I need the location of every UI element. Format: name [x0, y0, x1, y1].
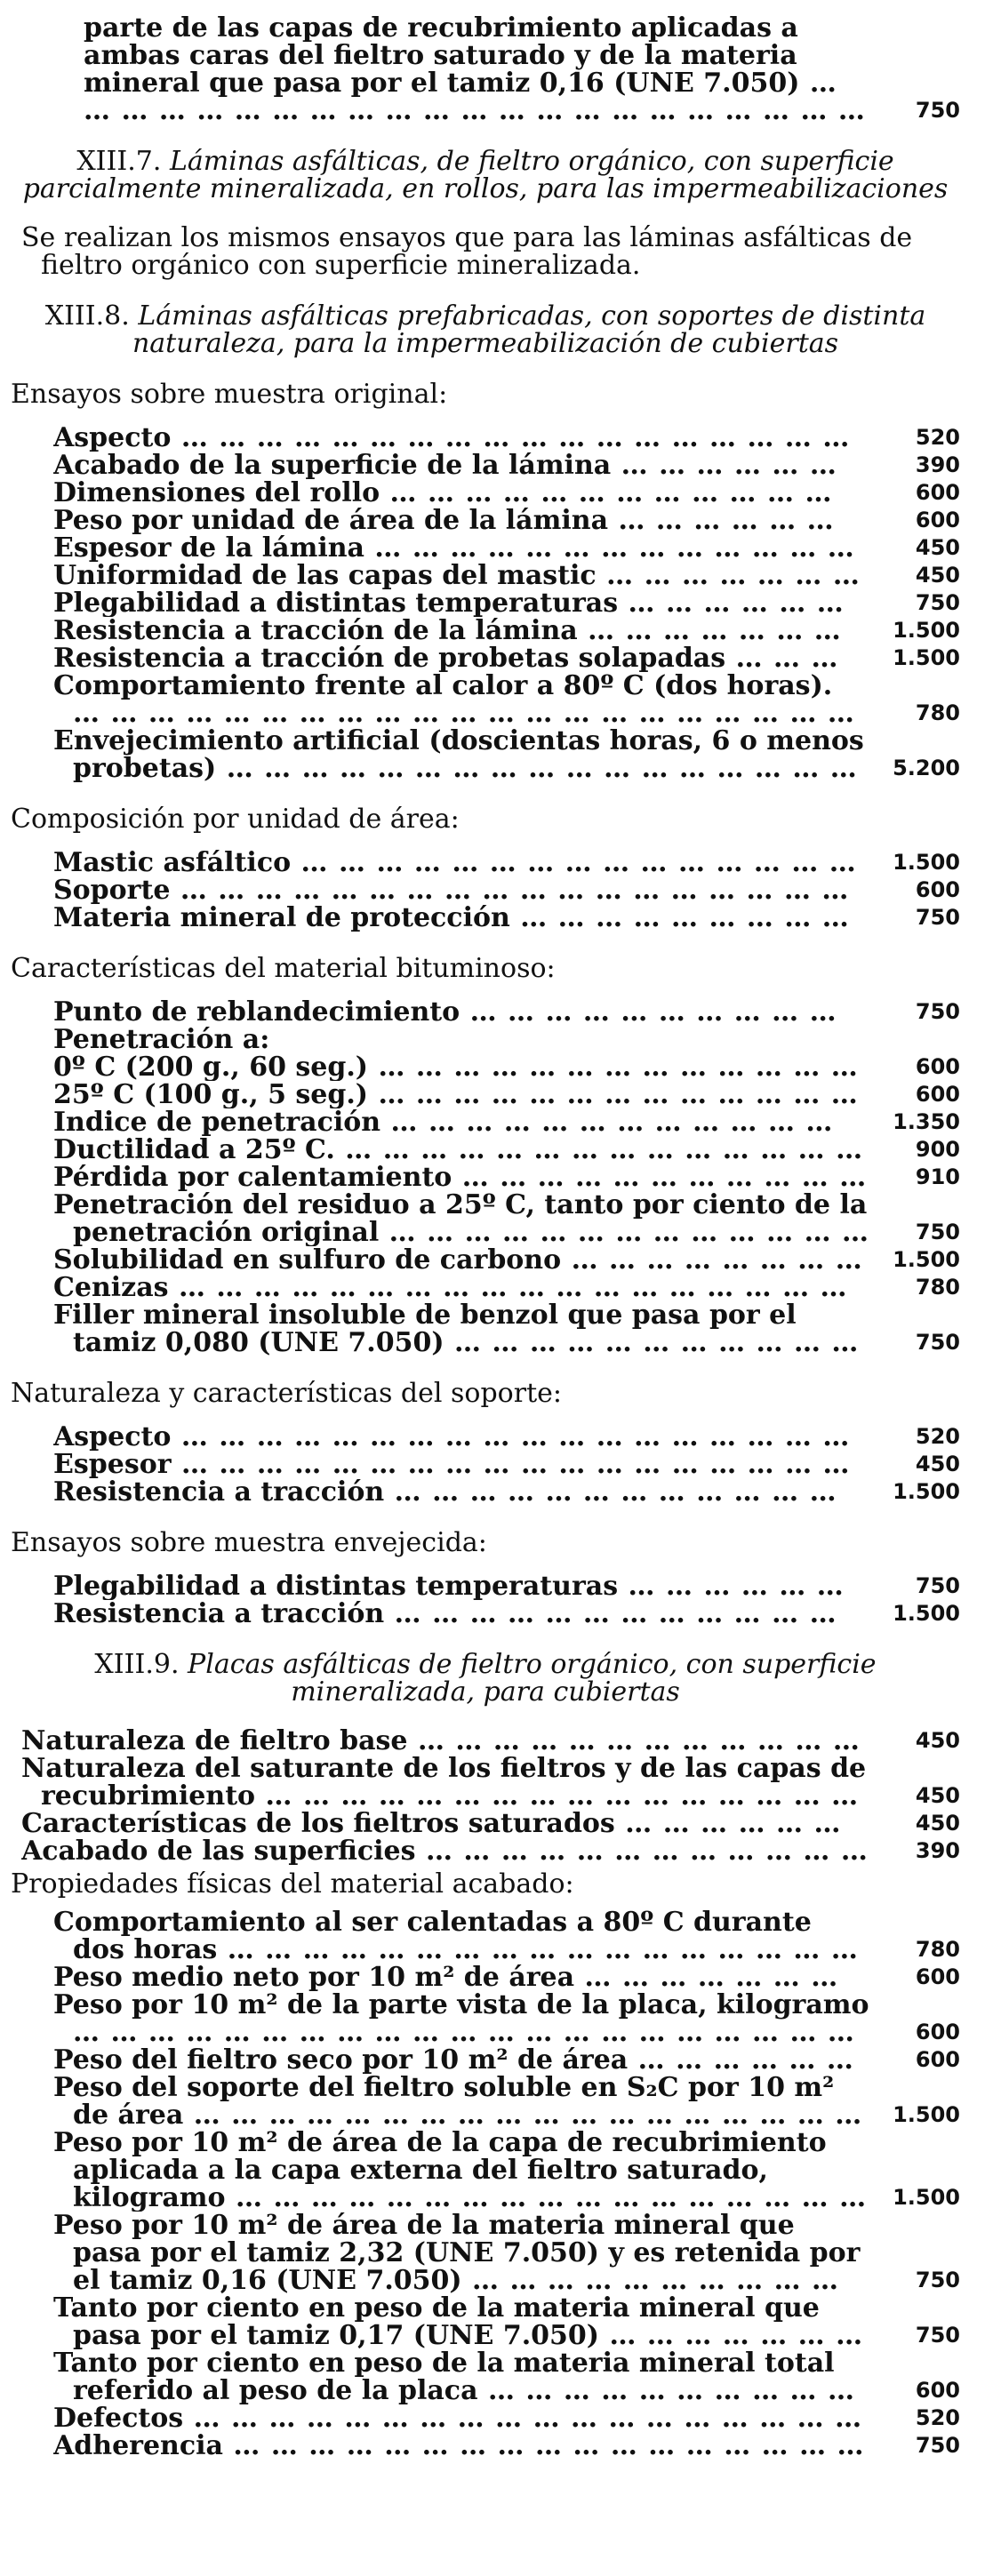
list-item [11, 1136, 960, 1164]
group-bituminous-list [11, 998, 960, 1356]
item-label: Resistencia a tracción de probetas solapadas … … … … … … … … … … … … … … … … … … … … … … … … … … … … … … … … … … … … … … … … … … … … … … … … … … [53, 644, 878, 672]
item-value: 750 [915, 2323, 960, 2348]
group-support-list [11, 1423, 960, 1506]
list-item [11, 998, 960, 1026]
list-item [11, 2046, 960, 2074]
list-item [11, 1572, 960, 1600]
list-item [11, 1301, 960, 1356]
item-value: 1.500 [893, 1479, 960, 1504]
list-item [11, 644, 960, 672]
item-label: Resistencia a tracción … … … … … … … … … … … … … … … … … … … … … … … … … … … … … … … … … … … … … … … … … … … … … … … … … … [53, 1600, 878, 1628]
item-label: Resistencia a tracción … … … … … … … … … … … … … … … … … … … … … … … … … … … … … … … … … … … … … … … … … … … … … … … … … … [53, 1478, 878, 1506]
item-value: 390 [915, 1838, 960, 1863]
item-value: 1.500 [893, 645, 960, 670]
list-item [11, 1908, 960, 1964]
item-label: Uniformidad de las capas del mastic … … … … … … … … … … … … … … … … … … … … … … … … … … … … … … … … … … … … … … … … … … … … … … … … … … [53, 562, 878, 589]
item-value: 1.500 [893, 850, 960, 875]
item-label: Mastic asfáltico … … … … … … … … … … … … … … … … … … … … … … … … … … … … … … … … … … … … … … … … … … … … … … … … … … [53, 849, 878, 876]
item-value: 600 [915, 1054, 960, 1079]
group-bituminous-title: Características del material bituminoso: [11, 953, 556, 984]
item-label: Características de los fieltros saturados … … … … … … … … … … … … … … … … … … … … … … … … … … … … … … … … … … … … … … … … … … … … … … … … … … [21, 1810, 878, 1837]
section-9-props-title: Propiedades físicas del material acabado: [11, 1868, 574, 1900]
list-item [11, 1837, 960, 1865]
list-item [11, 534, 960, 562]
list-item [11, 849, 960, 876]
item-label: Peso por unidad de área de la lámina … … … … … … … … … … … … … … … … … … … … … … … … … … … … … … … … … … … … … … … … … … … … … … … … … … [53, 507, 878, 534]
item-label: Materia mineral de protección … … … … … … … … … … … … … … … … … … … … … … … … … … … … … … … … … … … … … … … … … … … … … … … … … … [53, 904, 878, 932]
item-value: 750 [915, 2268, 960, 2292]
item-label: Indice de penetración … … … … … … … … … … … … … … … … … … … … … … … … … … … … … … … … … … … … … … … … … … … … … … … … … … [53, 1108, 878, 1136]
list-item [11, 2212, 960, 2294]
group-composition-list [11, 849, 960, 932]
list-item [11, 1755, 960, 1810]
item-label: Dimensiones del rollo … … … … … … … … … … … … … … … … … … … … … … … … … … … … … … … … … … … … … … … … … … … … … … … … … … [53, 479, 878, 507]
item-label: Peso por 10 m² de la parte vista de la placa, kilogramo … … … … … … … … … … … … … … … … … … … … … … … … … … … … … … … … … … … … … … … … … … … … … … … … … … [53, 1991, 878, 2046]
group-aged-list [11, 1572, 960, 1628]
list-item [11, 1727, 960, 1755]
item-value: 1.500 [893, 618, 960, 643]
list-item [11, 2404, 960, 2432]
section-7-number: XIII.7. [76, 146, 162, 177]
section-7-heading: Láminas asfálticas, de fieltro orgánico, con superficie parcialmente mineralizada, en rollos, para las impermeabilizaciones [22, 146, 949, 204]
item-value: 750 [915, 1220, 960, 1244]
item-label: Peso por 10 m² de área de la materia mineral que pasa por el tamiz 2,32 (UNE 7.050) y es retenida por el tamiz 0,16 (UNE 7.050) … … … … … … … … … … … … … … … … … … … … … … … … … … … … … … … … … … … … … … … … … … … … … … … … … … [53, 2212, 878, 2294]
item-value: 750 [915, 905, 960, 930]
section-8-title [11, 302, 960, 357]
item-value: 450 [915, 1728, 960, 1753]
list-item [11, 1274, 960, 1301]
item-value: 1.500 [893, 2185, 960, 2210]
item-label: Comportamiento frente al calor a 80º C (dos horas). … … … … … … … … … … … … … … … … … … … … … … … … … … … … … … … … … … … … … … … … … … … … … … … … … … [53, 672, 878, 727]
list-item [11, 2129, 960, 2212]
list-item [11, 424, 960, 452]
item-label: Acabado de las superficies … … … … … … … … … … … … … … … … … … … … … … … … … … … … … … … … … … … … … … … … … … … … … … … … … … [21, 1837, 878, 1865]
list-item [11, 1191, 960, 1246]
list-item [11, 1478, 960, 1506]
item-value: 520 [915, 425, 960, 450]
item-label: Peso medio neto por 10 m² de área … … … … … … … … … … … … … … … … … … … … … … … … … … … … … … … … … … … … … … … … … … … … … … … … … … [53, 1964, 878, 1991]
item-label: Peso del fieltro seco por 10 m² de área … … … … … … … … … … … … … … … … … … … … … … … … … … … … … … … … … … … … … … … … … … … … … … … … … … [53, 2046, 878, 2074]
item-value: 780 [915, 1275, 960, 1300]
list-item [11, 1164, 960, 1191]
item-label: Acabado de la superficie de la lámina … … … … … … … … … … … … … … … … … … … … … … … … … … … … … … … … … … … … … … … … … … … … … … … … … … [53, 452, 878, 479]
item-value: 450 [915, 1811, 960, 1836]
list-item [11, 2432, 960, 2460]
item-value: 520 [915, 1424, 960, 1449]
item-label: Aspecto … … … … … … … … … … … … … … … … … … … … … … … … … … … … … … … … … … … … … … … … … … … … … … … … … … [53, 1423, 878, 1451]
list-item [11, 479, 960, 507]
item-label: Peso por 10 m² de área de la capa de recubrimiento aplicada a la capa externa del fieltro saturado, kilogramo … … … … … … … … … … … … … … … … … … … … … … … … … … … … … … … … … … … … … … … … … … … … … … … … … … [53, 2129, 878, 2212]
list-item [11, 2074, 960, 2129]
item-value: 450 [915, 535, 960, 560]
item-label: Plegabilidad a distintas temperaturas … … … … … … … … … … … … … … … … … … … … … … … … … … … … … … … … … … … … … … … … … … … … … … … … … … [53, 589, 878, 617]
list-item [11, 617, 960, 644]
item-value: 390 [915, 452, 960, 477]
item-value: 600 [915, 2020, 960, 2044]
item-value: 1.500 [893, 1247, 960, 1272]
item-label: Aspecto … … … … … … … … … … … … … … … … … … … … … … … … … … … … … … … … … … … … … … … … … … … … … … … … … … [53, 424, 878, 452]
intro-text: parte de las capas de recubrimiento aplicadas a ambas caras del fieltro saturado y de la materia mineral que pasa por el tamiz 0,16 (UNE 7.050) … … … … … … … … … … … … … … … … … … … … … … … … … … … … … … … … … … … … … … … … … … … … … … … … … … [84, 14, 878, 124]
item-label: Espesor … … … … … … … … … … … … … … … … … … … … … … … … … … … … … … … … … … … … … … … … … … … … … … … … … … [53, 1451, 878, 1478]
list-item [11, 2294, 960, 2349]
item-value: 520 [915, 2405, 960, 2430]
list-item [11, 904, 960, 932]
item-label: Penetración a: [53, 1026, 270, 1053]
intro-row [41, 14, 960, 124]
item-label: Adherencia … … … … … … … … … … … … … … … … … … … … … … … … … … … … … … … … … … … … … … … … … … … … … … … … … … [53, 2432, 878, 2460]
item-label: Tanto por ciento en peso de la materia mineral total referido al peso de la placa … … … … … … … … … … … … … … … … … … … … … … … … … … … … … … … … … … … … … … … … … … … … … … … … … … [53, 2349, 878, 2404]
list-item [11, 1026, 960, 1053]
group-original-list [11, 424, 960, 782]
list-item [11, 1600, 960, 1628]
item-value: 5.200 [893, 756, 960, 780]
item-label: Tanto por ciento en peso de la materia mineral que pasa por el tamiz 0,17 (UNE 7.050) … … … … … … … … … … … … … … … … … … … … … … … … … … … … … … … … … … … … … … … … … … … … … … … … … … [53, 2294, 878, 2349]
intro-value: 750 [915, 98, 960, 123]
item-value: 600 [915, 2378, 960, 2403]
item-value: 750 [915, 2433, 960, 2458]
list-item [11, 1991, 960, 2046]
item-value: 1.350 [893, 1109, 960, 1134]
item-value: 450 [915, 1783, 960, 1808]
group-aged-title: Ensayos sobre muestra envejecida: [11, 1527, 487, 1558]
item-value: 780 [915, 1937, 960, 1962]
section-9-number: XIII.9. [94, 1649, 180, 1680]
item-value: 600 [915, 480, 960, 505]
group-support-title: Naturaleza y características del soporte: [11, 1378, 562, 1409]
section-8-number: XIII.8. [44, 300, 130, 332]
item-value: 600 [915, 508, 960, 532]
list-item [11, 2349, 960, 2404]
item-label: Resistencia a tracción de la lámina … … … … … … … … … … … … … … … … … … … … … … … … … … … … … … … … … … … … … … … … … … … … … … … … … … [53, 617, 878, 644]
section-7-title [11, 148, 960, 203]
item-label: Espesor de la lámina … … … … … … … … … … … … … … … … … … … … … … … … … … … … … … … … … … … … … … … … … … … … … … … … … … [53, 534, 878, 562]
item-label: Comportamiento al ser calentadas a 80º C durante dos horas … … … … … … … … … … … … … … … … … … … … … … … … … … … … … … … … … … … … … … … … … … … … … … … … … … [53, 1908, 878, 1964]
item-value: 900 [915, 1137, 960, 1162]
item-label: Naturaleza de fieltro base … … … … … … … … … … … … … … … … … … … … … … … … … … … … … … … … … … … … … … … … … … … … … … … … … … [21, 1727, 878, 1755]
item-value: 600 [915, 2047, 960, 2072]
list-item [11, 1081, 960, 1108]
list-item [11, 452, 960, 479]
item-label: Punto de reblandecimiento … … … … … … … … … … … … … … … … … … … … … … … … … … … … … … … … … … … … … … … … … … … … … … … … … … [53, 998, 878, 1026]
item-label: 0º C (200 g., 60 seg.) … … … … … … … … … … … … … … … … … … … … … … … … … … … … … … … … … … … … … … … … … … … … … … … … … … [53, 1053, 878, 1081]
item-label: Penetración del residuo a 25º C, tanto por ciento de la penetración original … … … … … … … … … … … … … … … … … … … … … … … … … … … … … … … … … … … … … … … … … … … … … … … … … … [53, 1191, 878, 1246]
item-value: 600 [915, 1964, 960, 1989]
item-value: 780 [915, 700, 960, 725]
item-value: 1.500 [893, 2102, 960, 2127]
list-item [11, 1246, 960, 1274]
section-9-heading: Placas asfálticas de fieltro orgánico, con superficie mineralizada, para cubiertas [188, 1649, 877, 1708]
list-item [11, 507, 960, 534]
item-value: 750 [915, 1330, 960, 1355]
item-value: 750 [915, 590, 960, 615]
item-label: Ductilidad a 25º C. … … … … … … … … … … … … … … … … … … … … … … … … … … … … … … … … … … … … … … … … … … … … … … … … … … [53, 1136, 878, 1164]
item-label: Peso del soporte del fieltro soluble en S₂C por 10 m² de área … … … … … … … … … … … … … … … … … … … … … … … … … … … … … … … … … … … … … … … … … … … … … … … … … … [53, 2074, 878, 2129]
list-item [11, 672, 960, 727]
list-item [11, 727, 960, 782]
section-8-heading: Láminas asfálticas prefabricadas, con soportes de distinta naturaleza, para la impermeabilización de cubiertas [132, 300, 926, 359]
list-item [11, 1423, 960, 1451]
item-label: Defectos … … … … … … … … … … … … … … … … … … … … … … … … … … … … … … … … … … … … … … … … … … … … … … … … … … [53, 2404, 878, 2432]
group-original-title: Ensayos sobre muestra original: [11, 379, 448, 410]
item-label: Solubilidad en sulfuro de carbono … … … … … … … … … … … … … … … … … … … … … … … … … … … … … … … … … … … … … … … … … … … … … … … … … … [53, 1246, 878, 1274]
item-value: 450 [915, 563, 960, 588]
item-label: Pérdida por calentamiento … … … … … … … … … … … … … … … … … … … … … … … … … … … … … … … … … … … … … … … … … … … … … … … … … … [53, 1164, 878, 1191]
item-label: Naturaleza del saturante de los fieltros y de las capas de recubrimiento … … … … … … … … … … … … … … … … … … … … … … … … … … … … … … … … … … … … … … … … … … … … … … … … … … [21, 1755, 878, 1810]
item-value: 910 [915, 1164, 960, 1189]
item-value: 450 [915, 1452, 960, 1476]
item-label: Soporte … … … … … … … … … … … … … … … … … … … … … … … … … … … … … … … … … … … … … … … … … … … … … … … … … … [53, 876, 878, 904]
list-item [11, 1964, 960, 1991]
list-item [11, 1053, 960, 1081]
item-label: Cenizas … … … … … … … … … … … … … … … … … … … … … … … … … … … … … … … … … … … … … … … … … … … … … … … … … … [53, 1274, 878, 1301]
list-item [11, 1451, 960, 1478]
list-item [11, 1810, 960, 1837]
section-9-props-list [11, 1908, 960, 2460]
item-value: 750 [915, 999, 960, 1024]
section-7-paragraph: Se realizan los mismos ensayos que para las láminas asfálticas de fieltro orgánico con superficie mineralizada. [21, 222, 913, 281]
item-label: 25º C (100 g., 5 seg.) … … … … … … … … … … … … … … … … … … … … … … … … … … … … … … … … … … … … … … … … … … … … … … … … … … [53, 1081, 878, 1108]
item-label: Filler mineral insoluble de benzol que pasa por el tamiz 0,080 (UNE 7.050) … … … … … … … … … … … … … … … … … … … … … … … … … … … … … … … … … … … … … … … … … … … … … … … … … … [53, 1301, 878, 1356]
item-label: Plegabilidad a distintas temperaturas … … … … … … … … … … … … … … … … … … … … … … … … … … … … … … … … … … … … … … … … … … … … … … … … … … [53, 1572, 878, 1600]
item-value: 600 [915, 877, 960, 902]
item-value: 600 [915, 1082, 960, 1107]
list-item [11, 562, 960, 589]
item-value: 750 [915, 1573, 960, 1598]
item-label: Envejecimiento artificial (doscientas horas, 6 o menos probetas) … … … … … … … … … … … … … … … … … … … … … … … … … … … … … … … … … … … … … … … … … … … … … … … … … … [53, 727, 878, 782]
list-item [11, 589, 960, 617]
item-value: 1.500 [893, 1601, 960, 1626]
group-composition-title: Composición por unidad de área: [11, 804, 460, 835]
list-item [11, 1108, 960, 1136]
section-9-list [11, 1727, 960, 1865]
list-item [11, 876, 960, 904]
section-9-title [11, 1651, 960, 1706]
